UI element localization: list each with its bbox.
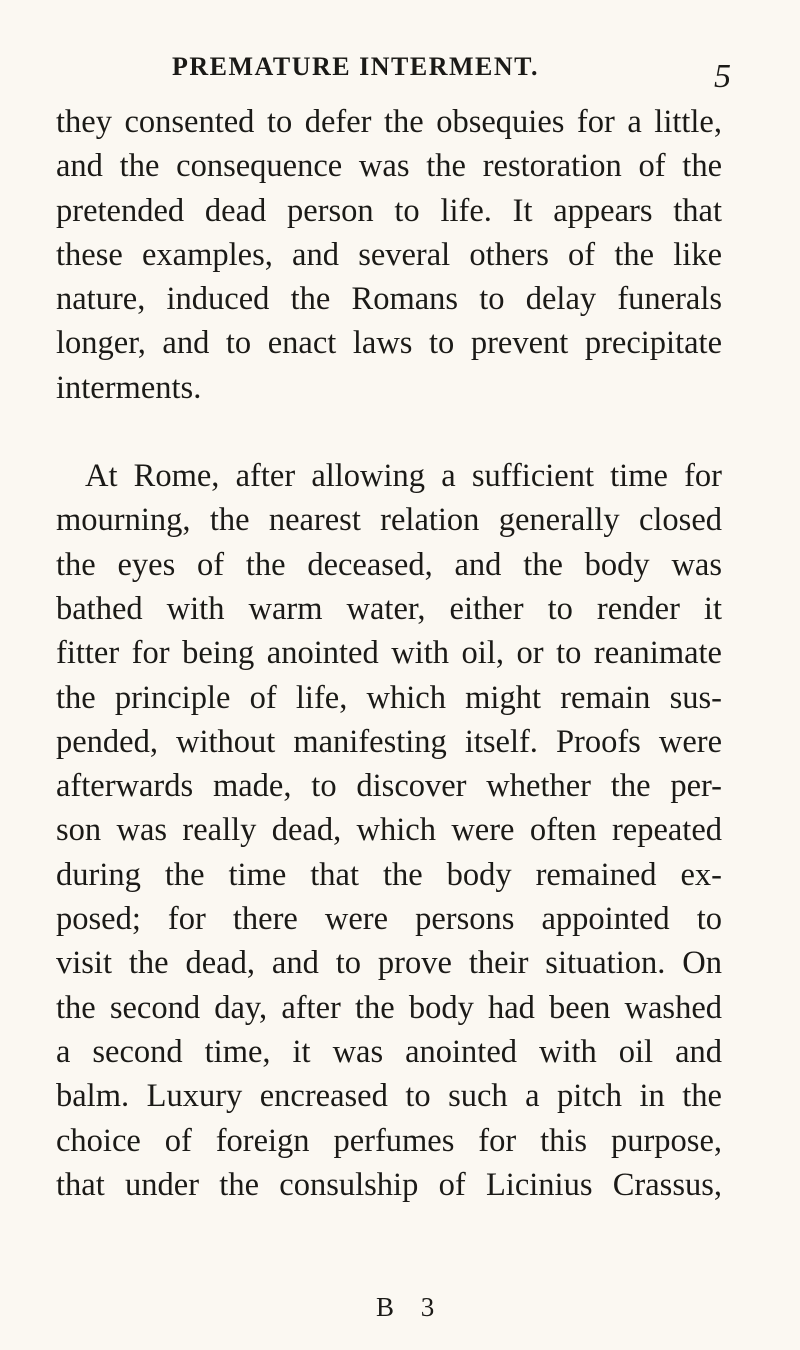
text-line: At Rome, after allowing a sufficient time for	[85, 458, 722, 495]
text-line: choice of foreign perfumes for this purpose,	[56, 1122, 722, 1159]
text-line: pretended dead person to life. It appears that	[56, 192, 722, 229]
text-line: nature, induced the Romans to delay funerals	[56, 281, 722, 318]
text-line: mourning, the nearest relation generally closed	[56, 502, 722, 539]
page-number: 5	[714, 58, 731, 95]
text-line: longer, and to enact laws to prevent precipitate	[56, 325, 722, 362]
text-line: a second time, it was anointed with oil and	[56, 1033, 722, 1070]
text-line: posed; for there were persons appointed to	[56, 901, 722, 938]
text-line: afterwards made, to discover whether the per-	[56, 768, 722, 805]
text-line: the principle of life, which might remain sus-	[56, 679, 722, 716]
paragraph-1	[56, 100, 722, 410]
text-line: the eyes of the deceased, and the body was	[56, 546, 722, 583]
text-line: they consented to defer the obsequies for a little,	[56, 104, 722, 140]
running-head: PREMATURE INTERMENT.	[172, 52, 540, 81]
text-line: fitter for being anointed with oil, or to reanimate	[56, 635, 722, 672]
paragraph-2	[56, 454, 722, 1207]
text-line: visit the dead, and to prove their situation. On	[56, 945, 722, 982]
text-line: interments.	[56, 369, 202, 406]
text-line: son was really dead, which were often repeated	[56, 812, 722, 849]
body-text	[56, 100, 722, 1207]
paragraph-gap	[56, 410, 722, 454]
text-line: and the consequence was the restoration of the	[56, 148, 722, 185]
text-line: during the time that the body remained ex-	[56, 856, 722, 893]
text-line: balm. Luxury encreased to such a pitch in the	[56, 1078, 722, 1115]
signature-mark: B 3	[376, 1292, 445, 1322]
text-line: pended, without manifesting itself. Proofs were	[56, 723, 722, 760]
text-line: the second day, after the body had been washed	[56, 989, 722, 1026]
text-line: bathed with warm water, either to render it	[56, 590, 722, 627]
text-line: that under the consulship of Licinius Crassus,	[56, 1166, 722, 1203]
text-line: these examples, and several others of the like	[56, 236, 722, 273]
